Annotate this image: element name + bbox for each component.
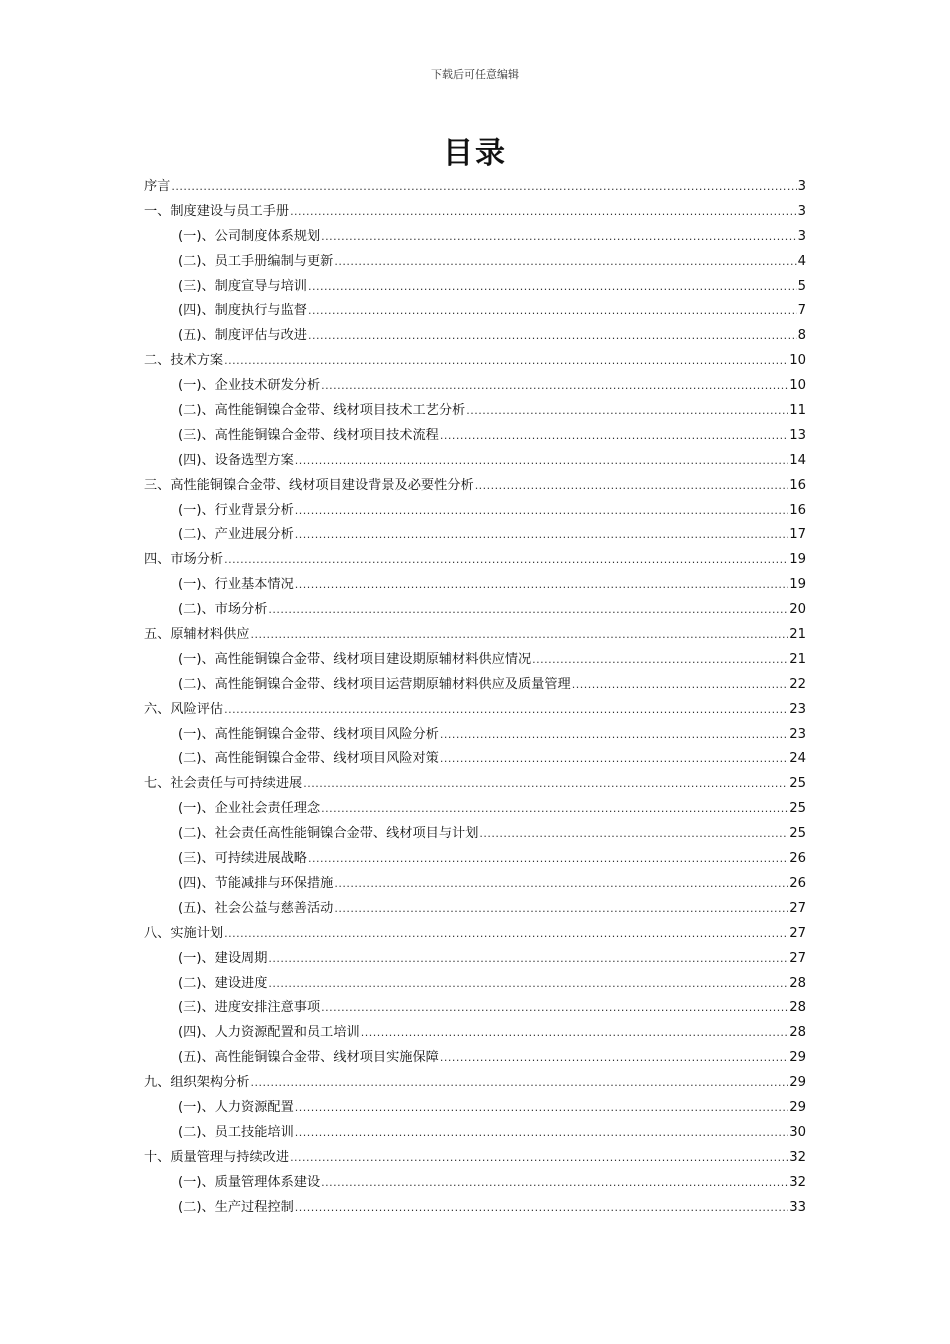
toc-dot-leader bbox=[440, 424, 788, 449]
toc-dot-leader bbox=[321, 374, 788, 399]
toc-page-number: 11 bbox=[789, 403, 806, 419]
toc-subentry[interactable] bbox=[144, 250, 806, 275]
toc-dot-leader bbox=[171, 175, 796, 200]
page-title: 目录 bbox=[443, 136, 507, 171]
toc-entry[interactable] bbox=[144, 349, 806, 374]
toc-subentry[interactable] bbox=[144, 996, 806, 1021]
toc-dot-leader bbox=[572, 673, 788, 698]
toc-entry-label: (二)、社会责任高性能铜镍合金带、线材项目与计划 bbox=[178, 826, 479, 842]
toc-dot-leader bbox=[290, 200, 797, 225]
toc-entry-label: (一)、企业技术研发分析 bbox=[178, 378, 321, 394]
toc-page-number: 7 bbox=[797, 303, 806, 319]
toc-page-number: 21 bbox=[789, 627, 806, 643]
toc-page-number: 29 bbox=[789, 1099, 806, 1115]
toc-entry-label: (二)、员工技能培训 bbox=[178, 1124, 294, 1140]
toc-page-number: 27 bbox=[789, 925, 806, 941]
toc-entry-label: 三、高性能铜镍合金带、线材项目建设背景及必要性分析 bbox=[144, 477, 474, 493]
toc-entry-label: (三)、制度宣导与培训 bbox=[178, 278, 307, 294]
toc-entry-label: (一)、行业背景分析 bbox=[178, 502, 294, 518]
toc-entry-label: 六、风险评估 bbox=[144, 701, 224, 717]
toc-subentry[interactable] bbox=[144, 299, 806, 324]
page-header: 下载后可任意编辑 bbox=[431, 68, 519, 81]
toc-entry-label: 九、组织架构分析 bbox=[144, 1075, 250, 1091]
toc-subentry[interactable] bbox=[144, 523, 806, 548]
toc-page-number: 25 bbox=[789, 776, 806, 792]
toc-entry-label: (二)、产业进展分析 bbox=[178, 527, 294, 543]
toc-dot-leader bbox=[295, 523, 788, 548]
toc-entry-label: (四)、人力资源配置和员工培训 bbox=[178, 1025, 360, 1041]
toc-dot-leader bbox=[440, 1046, 788, 1071]
toc-page-number: 13 bbox=[789, 427, 806, 443]
toc-subentry[interactable] bbox=[144, 573, 806, 598]
toc-page-number: 23 bbox=[789, 726, 806, 742]
toc-page-number: 10 bbox=[789, 378, 806, 394]
toc-subentry[interactable] bbox=[144, 872, 806, 897]
toc-page-number: 14 bbox=[789, 452, 806, 468]
toc-entry-label: (三)、进度安排注意事项 bbox=[178, 1000, 321, 1016]
toc-page-number: 8 bbox=[797, 328, 806, 344]
toc-page-number: 17 bbox=[789, 527, 806, 543]
toc-page-number: 22 bbox=[789, 676, 806, 692]
toc-entry[interactable] bbox=[144, 200, 806, 225]
toc-entry[interactable] bbox=[144, 772, 806, 797]
toc-entry-label: (一)、行业基本情况 bbox=[178, 577, 294, 593]
toc-dot-leader bbox=[224, 922, 788, 947]
toc-page-number: 28 bbox=[789, 975, 806, 991]
toc-page-number: 20 bbox=[789, 602, 806, 618]
toc-entry-label: 二、技术方案 bbox=[144, 353, 224, 369]
toc-page-number: 3 bbox=[797, 203, 806, 219]
toc-dot-leader bbox=[440, 723, 788, 748]
toc-dot-leader bbox=[334, 250, 796, 275]
toc-subentry[interactable] bbox=[144, 822, 806, 847]
toc-dot-leader bbox=[308, 847, 788, 872]
toc-entry-label: (二)、建设进度 bbox=[178, 975, 268, 991]
toc-entry[interactable] bbox=[144, 922, 806, 947]
toc-entry-label: (一)、高性能铜镍合金带、线材项目风险分析 bbox=[178, 726, 439, 742]
toc-dot-leader bbox=[321, 797, 788, 822]
toc-entry-label: (一)、人力资源配置 bbox=[178, 1099, 294, 1115]
toc-dot-leader bbox=[295, 499, 788, 524]
toc-subentry[interactable] bbox=[144, 673, 806, 698]
toc-page-number: 29 bbox=[789, 1050, 806, 1066]
toc-entry-label: 八、实施计划 bbox=[144, 925, 224, 941]
toc-page-number: 21 bbox=[789, 651, 806, 667]
toc-entry-label: (二)、生产过程控制 bbox=[178, 1199, 294, 1215]
toc-dot-leader bbox=[334, 872, 788, 897]
toc-page-number: 33 bbox=[789, 1199, 806, 1215]
toc-entry-label: (三)、可持续进展战略 bbox=[178, 851, 307, 867]
toc-dot-leader bbox=[479, 822, 788, 847]
toc-dot-leader bbox=[268, 972, 788, 997]
toc-subentry[interactable] bbox=[144, 1096, 806, 1121]
toc-subentry[interactable] bbox=[144, 723, 806, 748]
toc-entry-label: (二)、市场分析 bbox=[178, 602, 268, 618]
toc-entry-label: (五)、制度评估与改进 bbox=[178, 328, 307, 344]
toc-entry-label: (三)、高性能铜镍合金带、线材项目技术流程 bbox=[178, 427, 439, 443]
toc-dot-leader bbox=[440, 747, 788, 772]
toc-dot-leader bbox=[224, 349, 788, 374]
toc-dot-leader bbox=[224, 548, 788, 573]
toc-page-number: 5 bbox=[797, 278, 806, 294]
toc-dot-leader bbox=[268, 598, 788, 623]
toc-dot-leader bbox=[334, 897, 788, 922]
toc-page-number: 28 bbox=[789, 1025, 806, 1041]
toc-entry-label: (四)、节能减排与环保措施 bbox=[178, 875, 334, 891]
toc-page-number: 3 bbox=[797, 179, 806, 194]
toc-page-number: 28 bbox=[789, 1000, 806, 1016]
toc-dot-leader bbox=[532, 648, 788, 673]
toc-page-number: 32 bbox=[789, 1149, 806, 1165]
toc-page-number: 26 bbox=[789, 851, 806, 867]
toc-page-number: 32 bbox=[789, 1174, 806, 1190]
toc-entry-label: 四、市场分析 bbox=[144, 552, 224, 568]
toc-dot-leader bbox=[295, 1121, 788, 1146]
toc-entry[interactable] bbox=[144, 623, 806, 648]
toc-entry-label: (二)、高性能铜镍合金带、线材项目风险对策 bbox=[178, 751, 439, 767]
toc-dot-leader bbox=[466, 399, 788, 424]
toc-entry-label: 序言 bbox=[144, 179, 171, 194]
table-of-contents bbox=[144, 175, 806, 1220]
toc-page-number: 30 bbox=[789, 1124, 806, 1140]
toc-subentry[interactable] bbox=[144, 947, 806, 972]
toc-dot-leader bbox=[308, 299, 797, 324]
toc-subentry[interactable] bbox=[144, 598, 806, 623]
toc-page-number: 29 bbox=[789, 1075, 806, 1091]
toc-dot-leader bbox=[251, 1071, 789, 1096]
toc-entry-label: 十、质量管理与持续改进 bbox=[144, 1149, 290, 1165]
toc-page-number: 23 bbox=[789, 701, 806, 717]
toc-entry-label: (一)、质量管理体系建设 bbox=[178, 1174, 321, 1190]
toc-dot-leader bbox=[268, 947, 788, 972]
toc-subentry[interactable] bbox=[144, 797, 806, 822]
toc-page-number: 27 bbox=[789, 900, 806, 916]
toc-page-number: 16 bbox=[789, 502, 806, 518]
toc-entry-label: (四)、制度执行与监督 bbox=[178, 303, 307, 319]
toc-dot-leader bbox=[251, 623, 789, 648]
toc-subentry[interactable] bbox=[144, 648, 806, 673]
toc-dot-leader bbox=[308, 324, 797, 349]
toc-dot-leader bbox=[321, 996, 788, 1021]
toc-entry-label: 一、制度建设与员工手册 bbox=[144, 203, 290, 219]
toc-entry-label: (一)、公司制度体系规划 bbox=[178, 228, 321, 244]
toc-entry-label: (五)、高性能铜镍合金带、线材项目实施保障 bbox=[178, 1050, 439, 1066]
toc-entry[interactable] bbox=[144, 1146, 806, 1171]
toc-entry-label: 五、原辅材料供应 bbox=[144, 627, 250, 643]
toc-entry-label: (二)、高性能铜镍合金带、线材项目技术工艺分析 bbox=[178, 403, 466, 419]
toc-page-number: 27 bbox=[789, 950, 806, 966]
toc-subentry[interactable] bbox=[144, 847, 806, 872]
toc-dot-leader bbox=[321, 225, 796, 250]
toc-subentry[interactable] bbox=[144, 972, 806, 997]
toc-dot-leader bbox=[303, 772, 788, 797]
toc-entry-label: (二)、员工手册编制与更新 bbox=[178, 253, 334, 269]
toc-subentry[interactable] bbox=[144, 324, 806, 349]
toc-entry-label: (一)、高性能铜镍合金带、线材项目建设期原辅材料供应情况 bbox=[178, 651, 532, 667]
toc-subentry[interactable] bbox=[144, 1121, 806, 1146]
toc-subentry[interactable] bbox=[144, 1196, 806, 1221]
toc-dot-leader bbox=[295, 449, 788, 474]
toc-dot-leader bbox=[295, 1096, 788, 1121]
toc-dot-leader bbox=[321, 1171, 788, 1196]
toc-dot-leader bbox=[224, 698, 788, 723]
toc-subentry[interactable] bbox=[144, 275, 806, 300]
toc-dot-leader bbox=[475, 474, 789, 499]
toc-page-number: 25 bbox=[789, 801, 806, 817]
toc-subentry[interactable] bbox=[144, 1046, 806, 1071]
toc-entry[interactable] bbox=[144, 698, 806, 723]
toc-entry-label: (二)、高性能铜镍合金带、线材项目运营期原辅材料供应及质量管理 bbox=[178, 676, 571, 692]
toc-page-number: 19 bbox=[789, 552, 806, 568]
toc-entry-label: (一)、企业社会责任理念 bbox=[178, 801, 321, 817]
toc-dot-leader bbox=[295, 573, 788, 598]
toc-dot-leader bbox=[295, 1196, 788, 1221]
toc-subentry[interactable] bbox=[144, 399, 806, 424]
toc-subentry[interactable] bbox=[144, 449, 806, 474]
toc-subentry[interactable] bbox=[144, 374, 806, 399]
toc-subentry[interactable] bbox=[144, 499, 806, 524]
toc-entry[interactable] bbox=[144, 1071, 806, 1096]
toc-dot-leader bbox=[361, 1021, 788, 1046]
toc-entry[interactable] bbox=[144, 474, 806, 499]
toc-subentry[interactable] bbox=[144, 1171, 806, 1196]
toc-subentry[interactable] bbox=[144, 424, 806, 449]
toc-page-number: 26 bbox=[789, 875, 806, 891]
toc-page-number: 10 bbox=[789, 353, 806, 369]
toc-page-number: 4 bbox=[797, 253, 806, 269]
toc-page-number: 3 bbox=[797, 228, 806, 244]
toc-page-number: 25 bbox=[789, 826, 806, 842]
toc-entry-label: (一)、建设周期 bbox=[178, 950, 268, 966]
toc-page-number: 24 bbox=[789, 751, 806, 767]
toc-entry[interactable] bbox=[144, 548, 806, 573]
toc-entry-label: (四)、设备选型方案 bbox=[178, 452, 294, 468]
toc-subentry[interactable] bbox=[144, 897, 806, 922]
toc-entry-label: 七、社会责任与可持续进展 bbox=[144, 776, 303, 792]
toc-entry[interactable] bbox=[144, 175, 806, 200]
toc-subentry[interactable] bbox=[144, 747, 806, 772]
toc-dot-leader bbox=[290, 1146, 788, 1171]
toc-entry-label: (五)、社会公益与慈善活动 bbox=[178, 900, 334, 916]
toc-subentry[interactable] bbox=[144, 1021, 806, 1046]
toc-page-number: 19 bbox=[789, 577, 806, 593]
toc-page-number: 16 bbox=[789, 477, 806, 493]
toc-dot-leader bbox=[308, 275, 797, 300]
toc-subentry[interactable] bbox=[144, 225, 806, 250]
